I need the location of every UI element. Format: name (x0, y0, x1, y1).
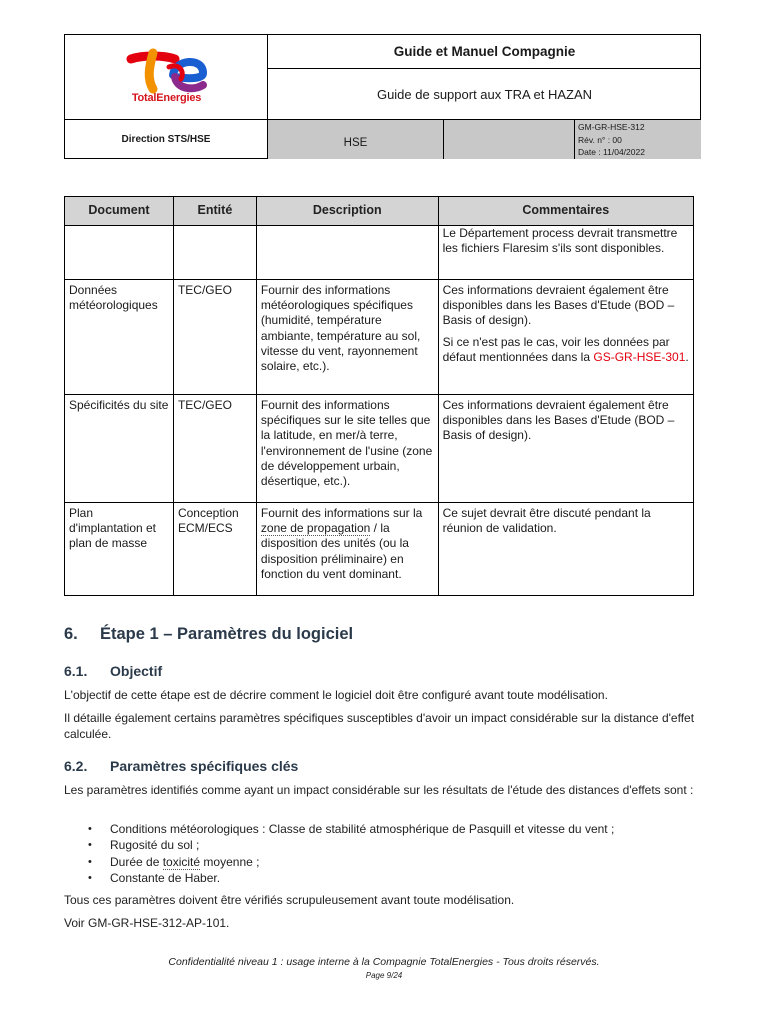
cell-document: Données météorologiques (65, 280, 174, 395)
cell-description (256, 226, 438, 280)
section-title: Objectif (110, 663, 163, 679)
cell-entite: Conception ECM/ECS (173, 503, 256, 596)
parameters-list (88, 821, 614, 886)
section-title: Paramètres spécifiques clés (110, 758, 299, 774)
table-row (65, 280, 694, 395)
see-reference: Voir GM-GR-HSE-312-AP-101. (64, 916, 230, 930)
company-name: TotalEnergies (131, 92, 202, 104)
cell-description: Fournir des informations météorologiques spécifiques (humidité, température ambiante, température au sol, vitesse du vent, rayonnement solaire, etc.). (256, 280, 438, 395)
col-header-document: Document (65, 197, 174, 226)
item-text: moyenne ; (203, 854, 260, 869)
document-date: Date : 11/04/2022 (578, 147, 645, 157)
page-number: Page 9/24 (365, 971, 403, 980)
reference-block (575, 120, 701, 159)
document-header (64, 34, 701, 159)
cell-entite: TEC/GEO (173, 280, 256, 395)
document-ref: GM-GR-HSE-312 (578, 122, 645, 132)
table-row (65, 395, 694, 503)
col-header-description: Description (256, 197, 438, 226)
objective-paragraph-1: L'objectif de cette étape est de décrire comment le logiciel doit être configuré avant toute modélisation. (64, 688, 608, 702)
department-label: HSE (268, 120, 444, 159)
desc-text: / la disposition des unités (ou la disposition préliminaire) en fonction du vent dominant. (260, 521, 409, 581)
document-title: Guide et Manuel Compagnie (268, 35, 701, 69)
section-number: 6. (64, 625, 78, 643)
comment-text: Si ce n'est pas le cas, voir les données par défaut mentionnées dans la (442, 334, 670, 364)
cell-document: Plan d'implantation et plan de masse (65, 503, 174, 596)
gs-gr-hse-301-link[interactable]: GS-GR-HSE-301 (593, 349, 686, 364)
table-row (65, 503, 694, 596)
item-text: Durée de (110, 854, 160, 869)
col-header-entite: Entité (173, 197, 256, 226)
parameters-intro: Les paramètres identifiés comme ayant un impact considérable sur les résultats de l'étude des distances d'effets sont : (64, 783, 694, 797)
cell-entite: TEC/GEO (173, 395, 256, 503)
list-item: • Rugosité du sol ; (88, 837, 614, 853)
table-header-row (65, 197, 694, 226)
comment-paragraph (443, 335, 689, 365)
cell-description (256, 503, 438, 596)
section-6-heading (64, 625, 353, 644)
cell-commentaires: Ces informations devraient également être disponibles dans les Bases d'Etude (BOD – Basis of design). (438, 395, 693, 503)
cell-entite (173, 226, 256, 280)
cell-description: Fournit des informations spécifiques sur le site telles que la latitude, en mer/à terre, l'environnement de l'usine (zone de développement urbain, désertique, etc.). (256, 395, 438, 503)
list-item: • Conditions météorologiques : Classe de stabilité atmosphérique de Pasquill et vitesse du vent ; (88, 821, 614, 837)
cell-document: Spécificités du site (65, 395, 174, 503)
comment-end: . (685, 349, 689, 364)
blank-cell (444, 120, 575, 159)
zone-propagation-term: zone de propagation (260, 521, 371, 536)
confidentiality-notice: Confidentialité niveau 1 : usage interne à la Compagnie TotalEnergies - Tous droits réservés. (168, 956, 600, 968)
col-header-commentaires: Commentaires (438, 197, 693, 226)
comment-paragraph: Ces informations devraient également être disponibles dans les Bases d'Etude (BOD – Basis of design). (442, 283, 675, 328)
cell-commentaires: Ce sujet devrait être discuté pendant la réunion de validation. (438, 503, 693, 596)
document-subtitle: Guide de support aux TRA et HAZAN (268, 69, 701, 120)
table-row (65, 226, 694, 280)
list-item (88, 854, 614, 870)
desc-text: Fournit des informations sur la (260, 506, 423, 520)
list-item: • Constante de Haber. (88, 870, 614, 886)
section-6-2-heading (64, 758, 298, 774)
toxicite-term: toxicité (162, 854, 201, 869)
direction-label: Direction STS/HSE (65, 120, 268, 159)
revision-number: Rév. n° : 00 (578, 134, 622, 145)
documents-table (64, 196, 694, 596)
cell-document (65, 226, 174, 280)
section-number: 6.1. (64, 663, 88, 679)
section-title: Étape 1 – Paramètres du logiciel (100, 625, 354, 643)
parameters-outro: Tous ces paramètres doivent être vérifiés scrupuleusement avant toute modélisation. (64, 893, 515, 907)
cell-commentaires (438, 280, 693, 395)
section-number: 6.2. (64, 758, 88, 774)
logo-cell (65, 35, 268, 120)
objective-paragraph-2: Il détaille également certains paramètres spécifiques susceptibles d'avoir un impact considérable sur la distance d'effet calculée. (64, 711, 695, 741)
cell-commentaires: Le Département process devrait transmettre les fichiers Flaresim s'ils sont disponibles. (438, 226, 693, 280)
section-6-1-heading (64, 663, 162, 679)
